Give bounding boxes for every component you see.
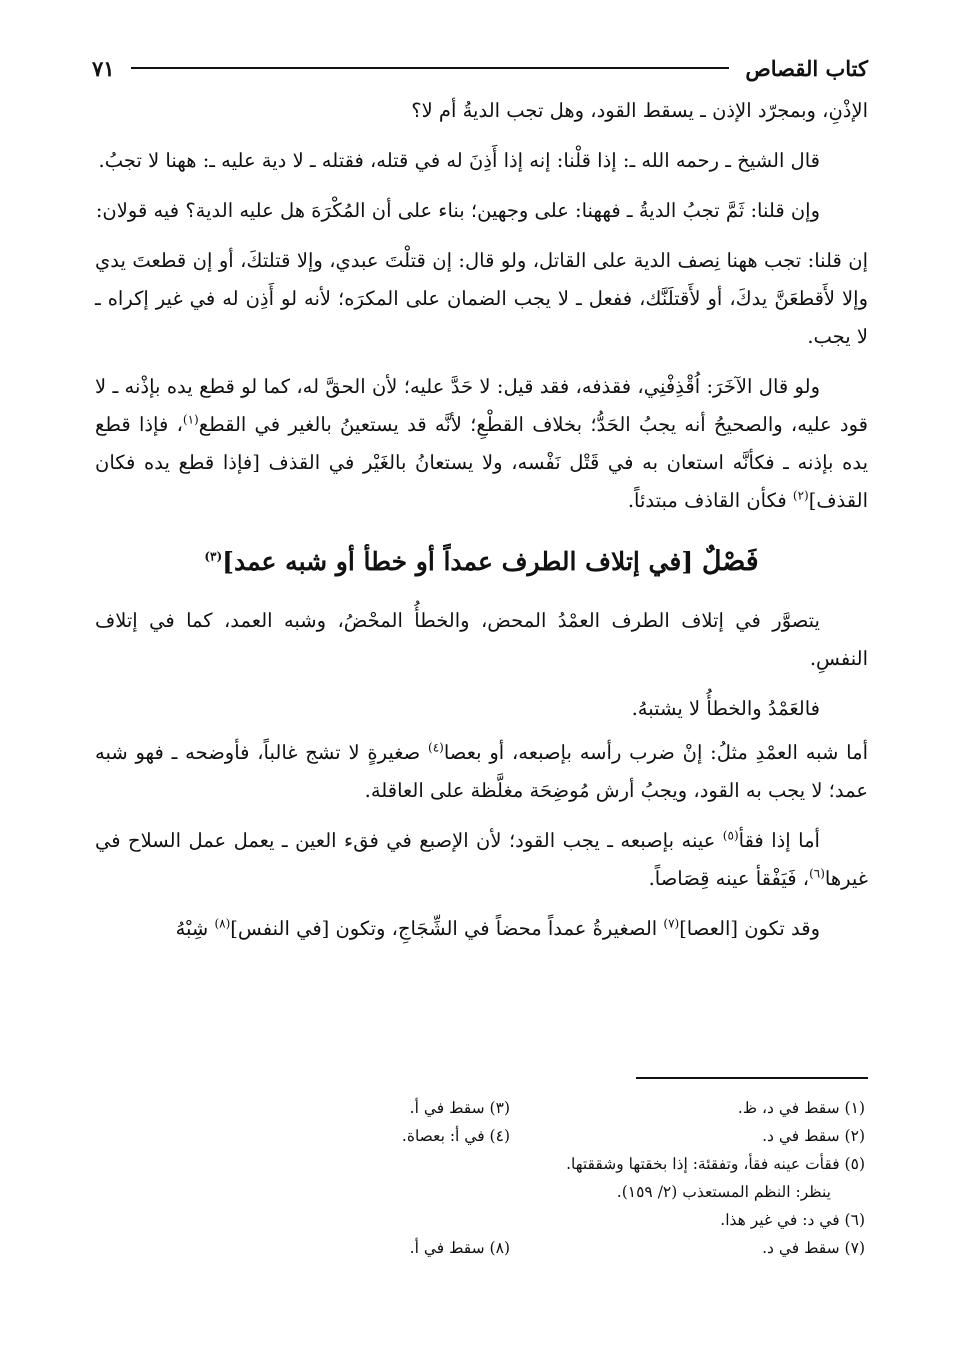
paragraph: قال الشيخ ـ رحمه الله ـ: إذا قلْنا: إنه إذا أَذِنَ له في قتله، فقتله ـ لا دية عليه ـ: ههنا لا تجبُ. — [98, 149, 820, 172]
footnote-marker: (١) — [182, 412, 199, 427]
paragraph: يتصوَّر في إتلاف الطرف العمْدُ المحض، والخطأُ المحْضُ، وشبه العمد، كما في إتلاف النفسِ. — [95, 609, 868, 670]
footnote: (٤) في أ: بعصاة. — [401, 1127, 510, 1145]
footnote-row — [92, 1094, 865, 1122]
footnote: (٥) فقأت عينه فقأ، وتفقئة: إذا بخقتها وشققتها. — [566, 1155, 865, 1173]
footnote: (١) سقط في د، ظ. — [737, 1099, 865, 1117]
paragraph: إن قلنا: تجب ههنا نِصف الدية على القاتل، ولو قال: إن قتلْتَ عبدي، وإلا قتلتكَ، أو إن قطعتَ يدي وإلا لأَقطعَنَّ يدكَ، أو لأَقتلَنَّك، ففعل ـ لا يجب الضمان على المكرَه؛ لأنه لو أَذِن له في غير إكراه ـ لا يجب. — [95, 249, 868, 348]
text-run: أما شبه العمْدِ مثلُ: إنْ ضرب رأسه بإصبعه، أو بعصا — [443, 741, 868, 764]
footnote-marker: (٥) — [722, 828, 739, 843]
footnote-reference: ينظر: النظم المستعذب (٢/ ١٥٩). — [616, 1183, 831, 1201]
text-run: صغيرةٍ لا تشج غالباً، فأوضحه ـ فهو شبه عمد؛ لا يجب به القود، ويجبُ أرش مُوضِحَة مغلَّظة على العاقلة. — [95, 741, 868, 802]
paragraph — [95, 910, 868, 948]
footnote-marker: (٨) — [214, 916, 231, 931]
running-header — [92, 48, 868, 88]
text-run: الصغيرةُ عمداً محضاً في الشِّجَاجِ، وتكون [في النفس] — [230, 917, 664, 940]
paragraph — [95, 822, 868, 898]
footnote: (٢) سقط في د. — [762, 1127, 865, 1145]
running-title: كتاب القصاص — [745, 55, 868, 81]
text-run: ولو قال الآخَرَ: اُقْذِفْنِي، فقذفه، فقد قيل: لا حَدَّ عليه؛ لأن الحقَّ له، كما لو قطع يده بإذْنه ـ لا قود عليه، والصحيحُ أنه يجبُ الحَدُّ؛ بخلاف القطْعِ؛ لأنَّه قد يستعينُ بالغير في القطع — [95, 375, 868, 436]
text-run: ، فَيَفْقأ عينه قِصَاصاً. — [648, 867, 810, 890]
footnote-row — [92, 1122, 865, 1150]
text-run: عينه بإصبعه ـ يجب القود؛ لأن الإصبع في فقء العين ـ يعمل عمل السلاح في غيرها — [95, 829, 868, 890]
text-run: ، فإذا قطع يده بإذنه ـ فكأنَّه استعان به في قَتْل نَفْسه، ولا يستعانُ بالغَيْر في القذف [فإذا قطع يده فكان القذف] — [95, 413, 868, 512]
footnote-row — [92, 1150, 865, 1178]
footnote-marker: (٣) — [204, 549, 223, 564]
footnote-marker: (٢) — [792, 488, 809, 503]
footnote-marker: (٤) — [428, 740, 444, 755]
header-rule — [131, 67, 730, 69]
footnote: (٧) سقط في د. — [762, 1239, 865, 1257]
paragraph: وإن قلنا: ثَمَّ تجبُ الديةُ ـ فههنا: على وجهين؛ بناء على أن المُكْرَهَ هل عليه الدية؟ فيه قولان: — [95, 199, 820, 222]
footnote-marker: (٦) — [809, 866, 825, 881]
paragraph: الإذْنِ، وبمجرّد الإذن ـ يسقط القود، وهل تجب الديةُ أم لا؟ — [411, 99, 868, 122]
footnote: (٨) سقط في أ. — [409, 1239, 510, 1257]
paragraph — [95, 368, 868, 520]
main-text — [95, 92, 868, 960]
footnote-row — [92, 1234, 865, 1262]
paragraph: فالعَمْدُ والخطأُ لا يشتبهُ. — [631, 697, 820, 720]
text-run: شِبْهُ — [175, 917, 215, 940]
footnote-marker: (٧) — [663, 916, 680, 931]
text-run: فكأن القاذف مبتدئاً. — [627, 489, 793, 512]
footnote: (٦) في د: في غير هذا. — [720, 1211, 865, 1229]
section-title: [في إتلاف الطرف عمداً أو خطأ أو شبه عمد] — [222, 547, 702, 576]
footnote-row — [92, 1206, 865, 1234]
footnotes — [92, 1094, 865, 1262]
footnote-row — [92, 1178, 865, 1206]
paragraph — [95, 734, 868, 810]
footnote: (٣) سقط في أ. — [409, 1099, 510, 1117]
section-heading — [95, 542, 868, 582]
text-run: وقد تكون [العصا] — [679, 917, 820, 940]
text-run: أما إذا فقأ — [738, 829, 820, 852]
footnote-divider — [636, 1077, 868, 1079]
page-number: ٧١ — [92, 55, 115, 81]
section-label: فَصْلٌ — [701, 546, 759, 577]
